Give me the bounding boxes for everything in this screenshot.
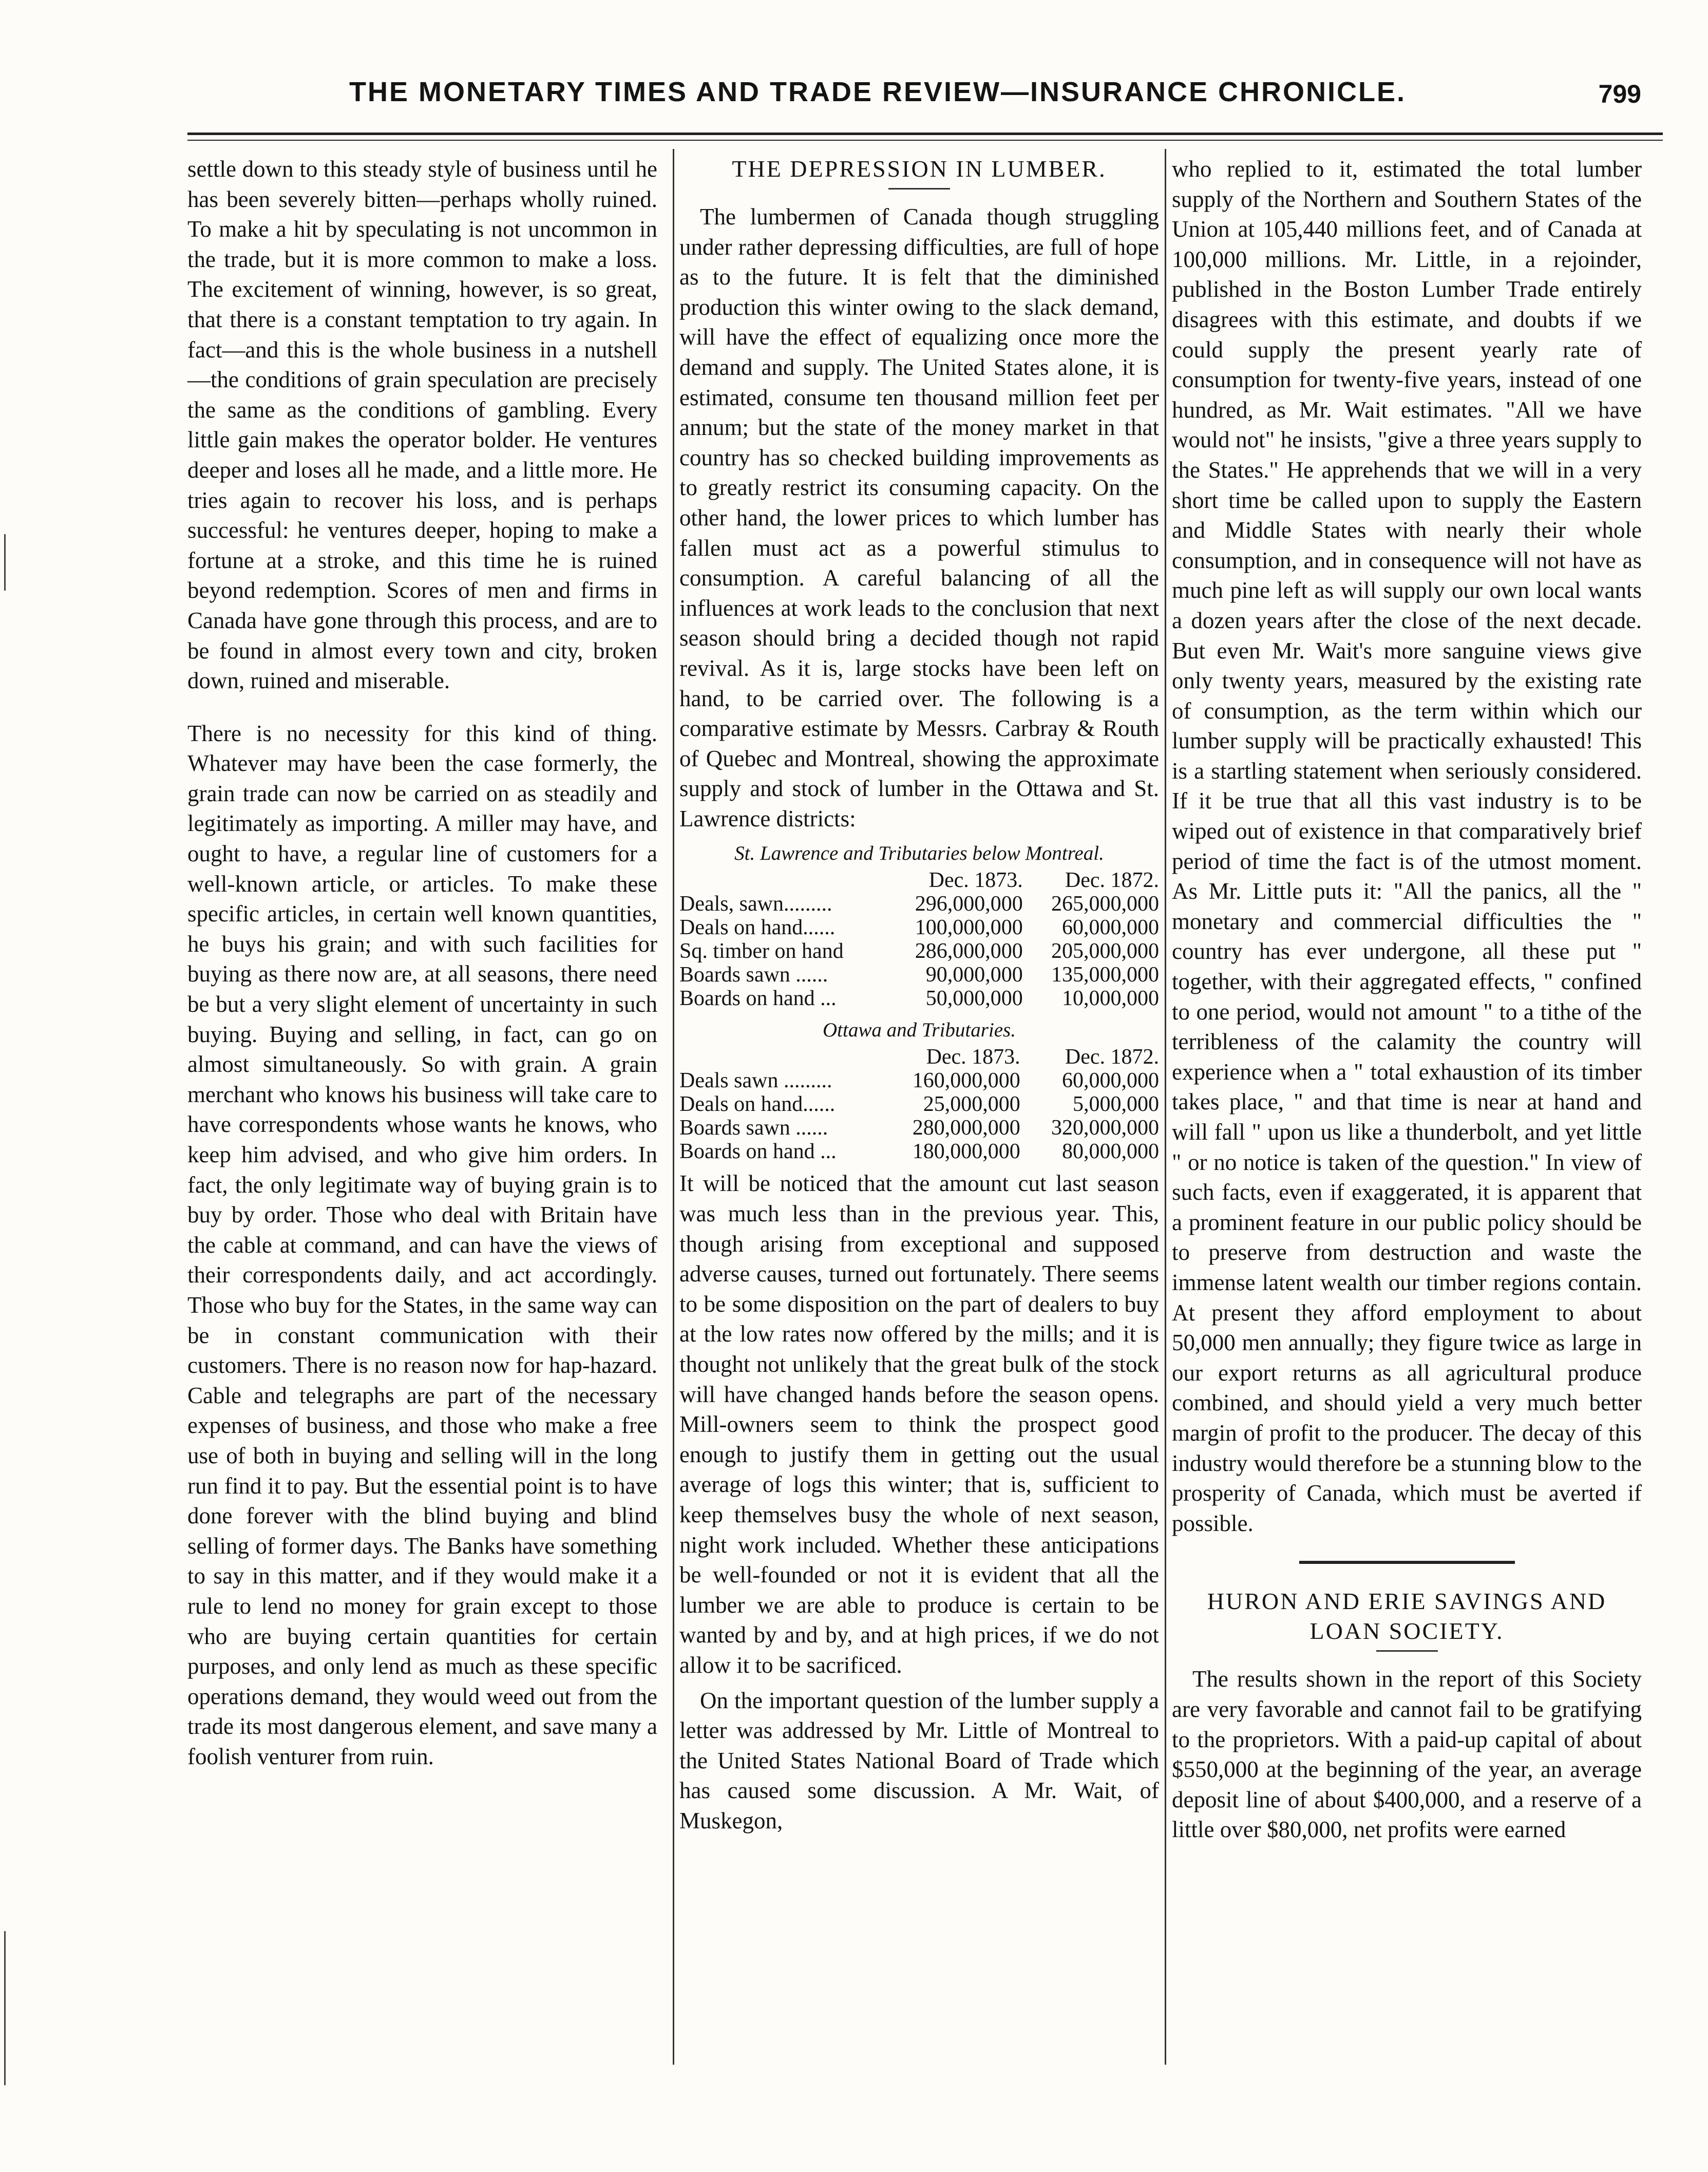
- table-caption-st-lawrence: St. Lawrence and Tributaries below Montreal.: [734, 842, 1104, 865]
- table-row: [679, 963, 1159, 987]
- column-1: [187, 154, 657, 1771]
- cell-1873: 50,000,000: [925, 987, 1023, 1011]
- article-heading-lumber: THE DEPRESSION IN LUMBER.: [732, 156, 1107, 182]
- column-header: Dec. 1872.: [1065, 868, 1159, 893]
- row-label: Deals sawn .........: [679, 1069, 832, 1093]
- publication-title: THE MONETARY TIMES AND TRADE REVIEW—INSURANCE CHRONICLE.: [349, 77, 1407, 107]
- table-row: [679, 939, 1159, 963]
- column-header: Dec. 1873.: [926, 1045, 1020, 1069]
- heading-rule: [888, 188, 950, 190]
- cell-1873: 25,000,000: [923, 1092, 1020, 1117]
- cell-1873: 286,000,000: [915, 939, 1023, 964]
- table-row: [679, 1140, 1159, 1163]
- table-row: [679, 987, 1159, 1010]
- cell-1872: 320,000,000: [1051, 1116, 1159, 1140]
- paragraph: There is no necessity for this kind of thing. Whatever may have been the case formerly, the grain trade can now be carried on as steadily and legitimately as importing. A miller may have, and ought to have, a regular line of customers for a well-known article, or articles. To make these specific articles, in certain well known quantities, he buys his grain; and with such facilities for buying as there now are, at all seasons, there need be but a very slight element of uncertainty in such buying. Buying and selling, in fact, can go on almost simultaneously. So with grain. A grain merchant who knows his business will take care to have correspondents whose wants he knows, who keep him advised, and who give him orders. In fact, the only legitimate way of buying grain is to buy by order. Those who deal with Britain have the cable at command, and can have the views of their correspondents daily, and act accordingly. Those who buy for the States, in the same way can be in constant communication with their customers. There is no reason now for hap-hazard. Cable and telegraphs are part of the necessary expenses of business, and those who make a free use of both in buying and selling will in the long run find it to pay. But the essential point is to have done forever with the blind buying and blind selling of former days. The Banks have something to say in this matter, and if they would make it a rule to lend no money for grain except to those who are buying certain quantities for certain purposes, and only lend as much as these specific operations demand, they would weed out from the trade its most dangerous element, and save many a foolish venturer from ruin.: [187, 720, 657, 1769]
- paragraph: The lumbermen of Canada though struggling under rather depressing difficulties, are full of hope as to the future. It is felt that the diminished production this winter owing to the slack demand, will have the effect of equalizing once more the demand and supply. The United States alone, it is estimated, consume ten thousand million feet per annum; but the state of the money market in that country has so checked building improvements as to greatly restrict its consuming capacity. On the other hand, the lower prices to which lumber has fallen must act as a powerful stimulus to consumption. A careful balancing of all the influences at work leads to the conclusion that next season should bring a decided though not rapid revival. As it is, large stocks have been left on hand, to be carried over. The following is a comparative estimate by Messrs. Carbray & Routh of Quebec and Montreal, showing the approximate supply and stock of lumber in the Ottawa and St. Lawrence districts:: [679, 204, 1159, 832]
- cell-1873: 100,000,000: [915, 916, 1023, 940]
- table-header-row: [679, 868, 1159, 892]
- cell-1873: 180,000,000: [912, 1140, 1020, 1164]
- cell-1872: 265,000,000: [1051, 892, 1159, 916]
- column-divider-1: [673, 149, 674, 2065]
- cell-1872: 205,000,000: [1051, 939, 1159, 964]
- margin-mark-left-lower: [4, 1931, 6, 2085]
- page-number: 799: [1598, 80, 1641, 108]
- margin-mark-left: [4, 534, 6, 591]
- row-label: Boards on hand ...: [679, 1140, 837, 1164]
- section-divider-ornament: [1299, 1561, 1515, 1564]
- cell-1873: 296,000,000: [915, 892, 1023, 916]
- paragraph: who replied to it, estimated the total lumber supply of the Northern and Southern States of the Union at 105,440 millions feet, and of Canada at 100,000 millions. Mr. Little, in a rejoinder, published in the Boston Lumber Trade entirely disagrees with this estimate, and doubts if we could supply the present yearly rate of consumption for twenty-five years, instead of one hundred, as Mr. Wait estimates. "All we have would not" he insists, "give a three years supply to the States." He apprehends that we will in a very short time be called upon to supply the Eastern and Middle States with nearly their whole consumption, and in consequence will not have as much pine left as will supply our own local wants a dozen years after the close of the next decade. But even Mr. Wait's more sanguine views give only twenty years, measured by the existing rate of consumption, as the term within which our lumber supply will be practically exhausted! This is a startling statement when seriously considered. If it be true that all this vast industry is to be wiped out of existence in that comparatively brief period of time the fact is of the utmost moment. As Mr. Little puts it: "All the panics, all the " monetary and commercial difficulties the " country has ever undergone, all these put " together, with their aggregated effects, " confined to one period, would not amount " to a tithe of the terribleness of the calamity the country will experience when a " total exhaustion of its timber takes place, " and that time is near at hand and will fall " upon us like a thunderbolt, and yet little " or no notice is taken of the question." In view of such facts, even if exaggerated, it is apparent that a prominent feature in our public policy should be to preserve from destruction and waste the immense latent wealth our timber regions contain. At present they afford employment to about 50,000 men annually; they figure twice as large in our export returns as all agricultural produce combined, and should yield a very much better margin of profit to the producer. The decay of this industry would therefore be a stunning blow to the prosperity of Canada, which must be averted if possible.: [1172, 156, 1642, 1536]
- column-3: [1172, 154, 1642, 1845]
- table-row: [679, 892, 1159, 916]
- table-row: [679, 1092, 1159, 1116]
- row-label: Boards on hand ...: [679, 987, 837, 1011]
- row-label: Sq. timber on hand: [679, 939, 844, 964]
- table-row: [679, 1116, 1159, 1140]
- column-header: Dec. 1872.: [1065, 1045, 1159, 1069]
- table-caption-ottawa: Ottawa and Tributaries.: [823, 1019, 1016, 1042]
- cell-1872: 60,000,000: [1062, 1069, 1159, 1093]
- cell-1873: 90,000,000: [925, 963, 1023, 987]
- table-ottawa: [679, 1045, 1159, 1163]
- paragraph: The results shown in the report of this Society are very favorable and cannot fail to be gratifying to the proprietors. With a paid-up capital of about $550,000 at the beginning of the year, an average deposit line of about $400,000, and a reserve of a little over $80,000, net profits were earned: [1172, 1666, 1642, 1843]
- cell-1873: 280,000,000: [912, 1116, 1020, 1140]
- row-label: Deals, sawn.........: [679, 892, 832, 916]
- cell-1872: 10,000,000: [1062, 987, 1159, 1011]
- paragraph: It will be noticed that the amount cut last season was much less than in the previous year. This, though arising from exceptional and supposed adverse causes, turned out fortunately. There seems to be some disposition on the part of dealers to buy at the low rates now offered by the mills; and it is thought not unlikely that the great bulk of the stock will have changed hands before the season opens. Mill-owners seem to think the prospect good enough to justify them in getting out the usual average of logs this winter; that is, sufficient to keep themselves busy the whole of next season, night work included. Whether these anticipations be well-founded or not it is evident that all the lumber we are able to produce is certain to be wanted by and by, and at high prices, if we do not allow it to be sacrificed.: [679, 1170, 1159, 1678]
- cell-1872: 80,000,000: [1062, 1140, 1159, 1164]
- header-rule-thin: [187, 140, 1663, 141]
- row-label: Deals on hand......: [679, 916, 836, 940]
- cell-1872: 60,000,000: [1062, 916, 1159, 940]
- row-label: Boards sawn ......: [679, 963, 828, 987]
- paragraph: On the important question of the lumber supply a letter was addressed by Mr. Little of Montreal to the United States National Board of Trade which has caused some discussion. A Mr. Wait, of Muskegon,: [679, 1687, 1159, 1834]
- cell-1872: 5,000,000: [1073, 1092, 1159, 1117]
- row-label: Boards sawn ......: [679, 1116, 828, 1140]
- table-st-lawrence: [679, 868, 1159, 1010]
- header-rule-thick: [187, 133, 1663, 135]
- table-header-row: [679, 1045, 1159, 1069]
- article-heading-huron-erie: HURON AND ERIE SAVINGS AND LOAN SOCIETY.: [1207, 1588, 1607, 1645]
- column-header: Dec. 1873.: [928, 868, 1023, 893]
- heading-rule: [1376, 1650, 1438, 1652]
- paragraph: settle down to this steady style of business until he has been severely bitten—perhaps wholly ruined. To make a hit by speculating is not uncommon in the trade, but it is more common to make a loss. The excitement of winning, however, is so great, that there is a constant temptation to try again. In fact—and this is the whole business in a nutshell—the conditions of grain speculation are precisely the same as the conditions of gambling. Every little gain makes the operator bolder. He ventures deeper and loses all he made, and a little more. He tries again to recover his loss, and is perhaps successful: he ventures deeper, hoping to make a fortune at a stroke, and this time he is ruined beyond redemption. Scores of men and firms in Canada have gone through this process, and are to be found in almost every town and city, broken down, ruined and miserable.: [187, 156, 657, 694]
- column-divider-2: [1165, 149, 1166, 2065]
- table-row: [679, 1069, 1159, 1092]
- column-2: [679, 154, 1159, 1836]
- cell-1873: 160,000,000: [912, 1069, 1020, 1093]
- page-header: [185, 76, 1662, 112]
- row-label: Deals on hand......: [679, 1092, 836, 1117]
- cell-1872: 135,000,000: [1051, 963, 1159, 987]
- table-row: [679, 916, 1159, 939]
